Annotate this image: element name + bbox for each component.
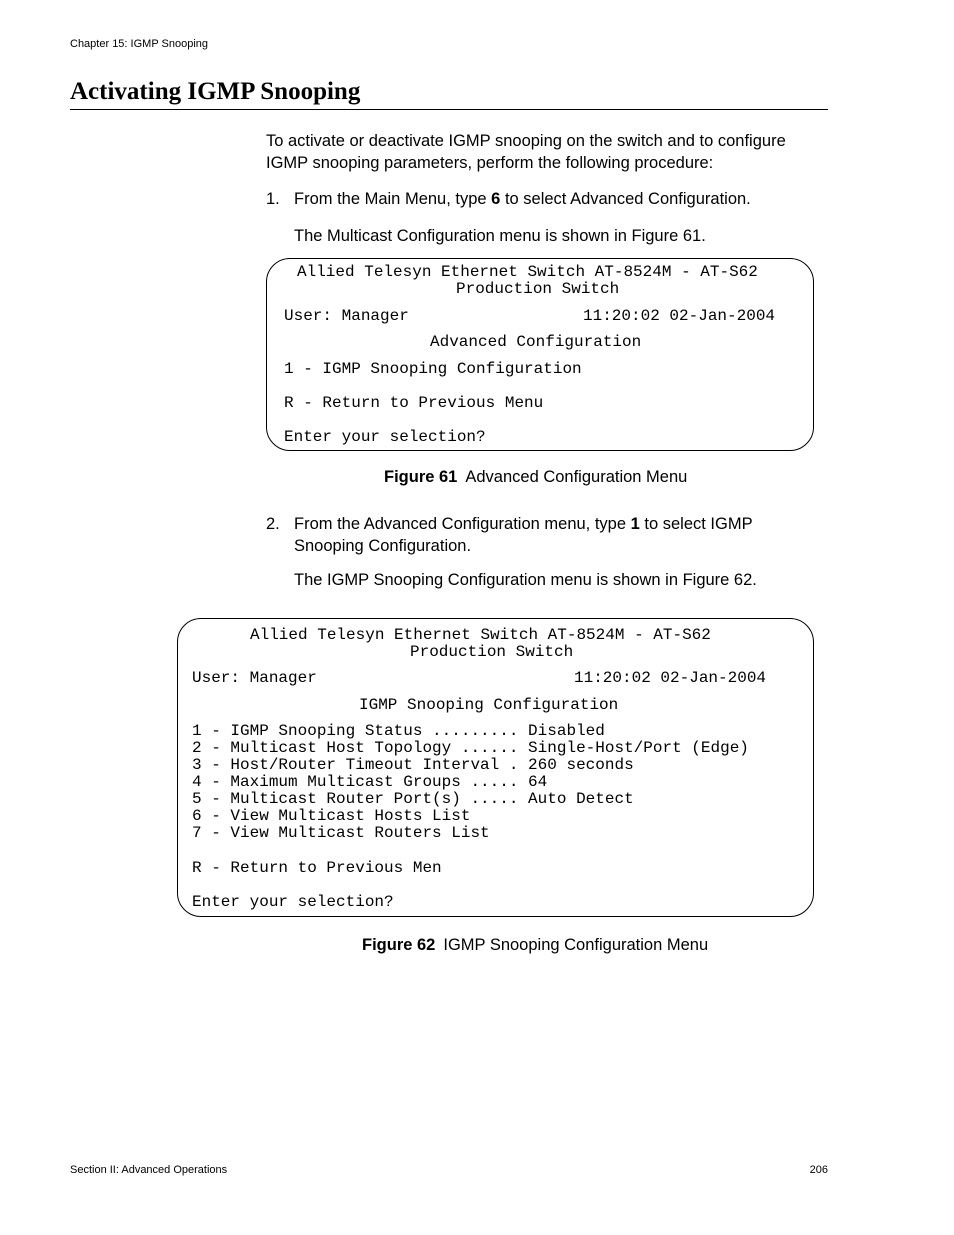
step-1 [266,188,826,210]
menu-option: R - Return to Previous Menu [284,394,544,412]
intro-paragraph: To activate or deactivate IGMP snooping on the switch and to configure IGMP snooping parameters, perform the following procedure: [266,132,786,172]
menu-option-return: R - Return to Previous Men [192,859,442,877]
step-text: From the Advanced Configuration menu, type 1 to select IGMP Snooping Configuration. [294,515,753,555]
figure-62-caption [362,936,708,955]
figure-62-screen [177,618,814,917]
screen-prompt: Enter your selection? [284,428,486,446]
screen-menu-title: IGMP Snooping Configuration [359,696,619,714]
menu-option: 4 - Maximum Multicast Groups ..... 64 [192,773,548,791]
menu-option: 1 - IGMP Snooping Status ......... Disabled [192,722,605,740]
figure-61-screen [266,258,814,451]
screen-menu-title: Advanced Configuration [430,333,642,351]
screen-title-line1: Allied Telesyn Ethernet Switch AT-8524M - AT-S62 [250,626,711,644]
step-2 [266,513,826,557]
screen-title-line2: Production Switch [410,643,574,661]
menu-option: 2 - Multicast Host Topology ...... Single-Host/Port (Edge) [192,739,749,757]
menu-option: 7 - View Multicast Routers List [192,824,490,842]
screen-title-line2: Production Switch [456,280,620,298]
screen-user: User: Manager [192,669,317,687]
step-number: 2. [266,515,280,533]
screen-datetime: 11:20:02 02-Jan-2004 [574,669,767,687]
screen-datetime: 11:20:02 02-Jan-2004 [583,307,776,325]
menu-option: 3 - Host/Router Timeout Interval . 260 seconds [192,756,634,774]
caption-text: IGMP Snooping Configuration Menu [443,936,709,954]
page-title: Activating IGMP Snooping [70,78,361,105]
title-rule [70,109,828,110]
caption-label: Figure 62 [362,936,436,954]
step-text: From the Main Menu, type 6 to select Advanced Configuration. [294,190,751,208]
caption-label: Figure 61 [384,468,458,486]
step-number: 1. [266,190,280,208]
figure-61-caption [384,468,687,487]
menu-option: 5 - Multicast Router Port(s) ..... Auto Detect [192,790,634,808]
chapter-header: Chapter 15: IGMP Snooping [70,38,208,50]
screen-user: User: Manager [284,307,409,325]
screen-prompt: Enter your selection? [192,893,394,911]
page-number: 206 [809,1164,828,1176]
caption-text: Advanced Configuration Menu [465,468,688,486]
menu-option: 1 - IGMP Snooping Configuration [284,360,582,378]
step-1-note: The Multicast Configuration menu is shown in Figure 61. [294,227,706,245]
key-label: 6 [491,190,501,208]
footer-section: Section II: Advanced Operations [70,1164,228,1176]
menu-option: 6 - View Multicast Hosts List [192,807,471,825]
screen-title-line1: Allied Telesyn Ethernet Switch AT-8524M - AT-S62 [297,263,758,281]
key-label: 1 [630,515,640,533]
step-2-note: The IGMP Snooping Configuration menu is shown in Figure 62. [294,571,757,589]
